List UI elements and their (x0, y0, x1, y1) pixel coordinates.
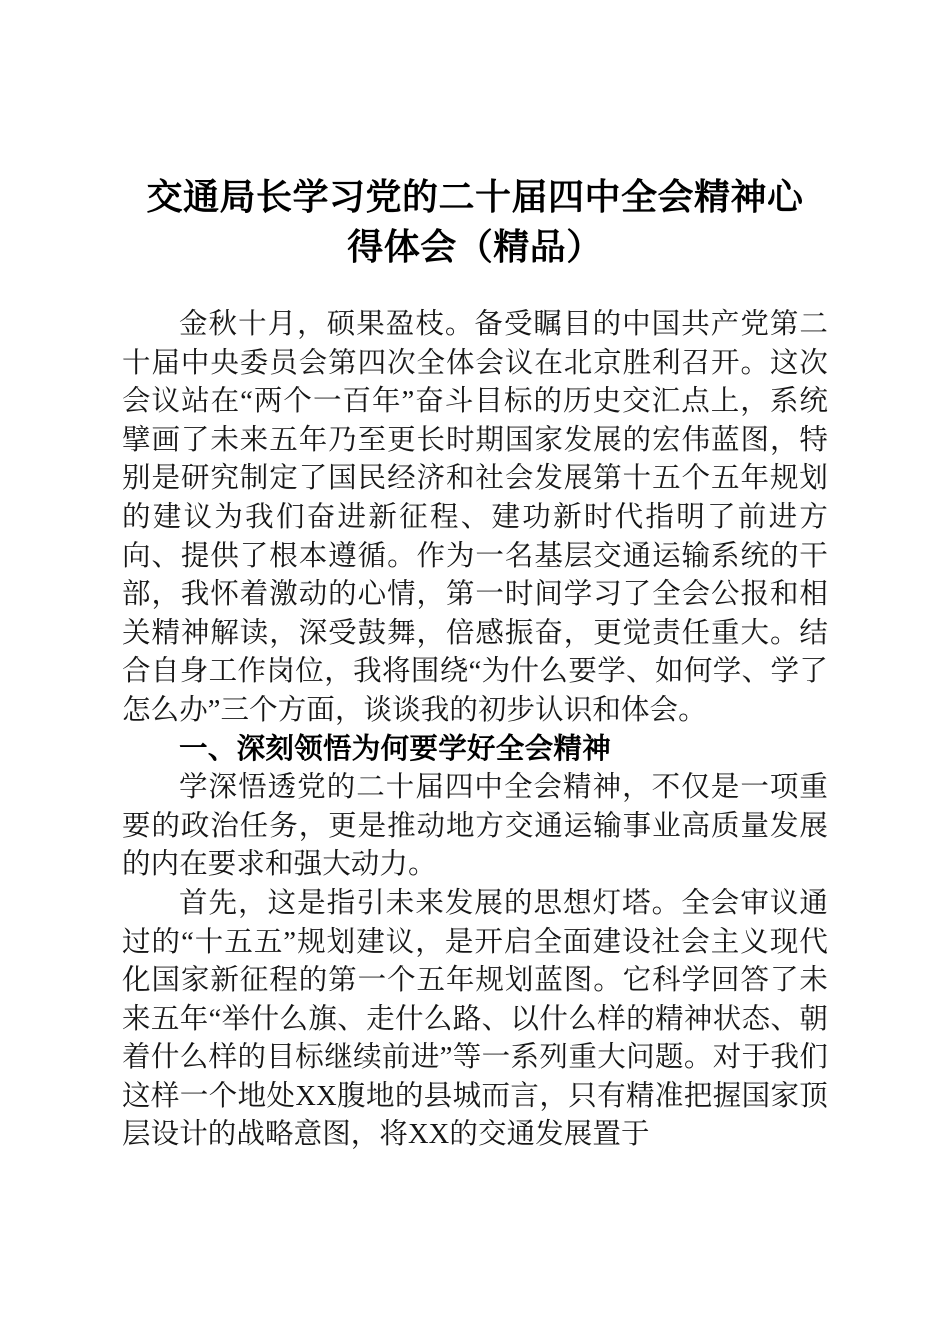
section-heading-one: 一、深刻领悟为何要学好全会精神 (179, 733, 612, 765)
page-title-line-1: 交通局长学习党的二十届四中全会精神心 (146, 177, 804, 217)
intro-paragraph: 金秋十月，硕果盈枝。备受瞩目的中国共产党第二十届中央委员会第四次全体会议在北京胜利召开。这次会议站在“两个一百年”奋斗目标的历史交汇点上，系统擘画了未来五年乃至更长时期国家发展的宏伟蓝图，特别是研究制定了国民经济和社会发展第十五个五年规划的建议为我们奋进新征程、建功新时代指明了前进方向、提供了根本遵循。作为一名基层交通运输系统的干部，我怀着激动的心情，第一时间学习了全会公报和相关精神解读，深受鼓舞，倍感振奋，更觉责任重大。结合自身工作岗位，我将围绕“为什么要学、如何学、学了怎么办”三个方面，谈谈我的初步认识和体会。 (122, 309, 828, 726)
document-body (122, 0, 828, 1155)
page-title (122, 0, 828, 272)
page-title-line-2: 得体会（精品） (347, 227, 603, 267)
section-one-paragraph-one: 学深悟透党的二十届四中全会精神，不仅是一项重要的政治任务，更是推动地方交通运输事业高质量发展的内在要求和强大动力。 (122, 772, 828, 881)
section-one-paragraph-two: 首先，这是指引未来发展的思想灯塔。全会审议通过的“十五五”规划建议，是开启全面建设社会主义现代化国家新征程的第一个五年规划蓝图。它科学回答了未来五年“举什么旗、走什么路、以什么样的精神状态、朝着什么样的目标继续前进”等一系列重大问题。对于我们这样一个地处XX腹地的县城而言，只有精准把握国家顶层设计的战略意图，将XX的交通发展置于 (122, 887, 828, 1151)
